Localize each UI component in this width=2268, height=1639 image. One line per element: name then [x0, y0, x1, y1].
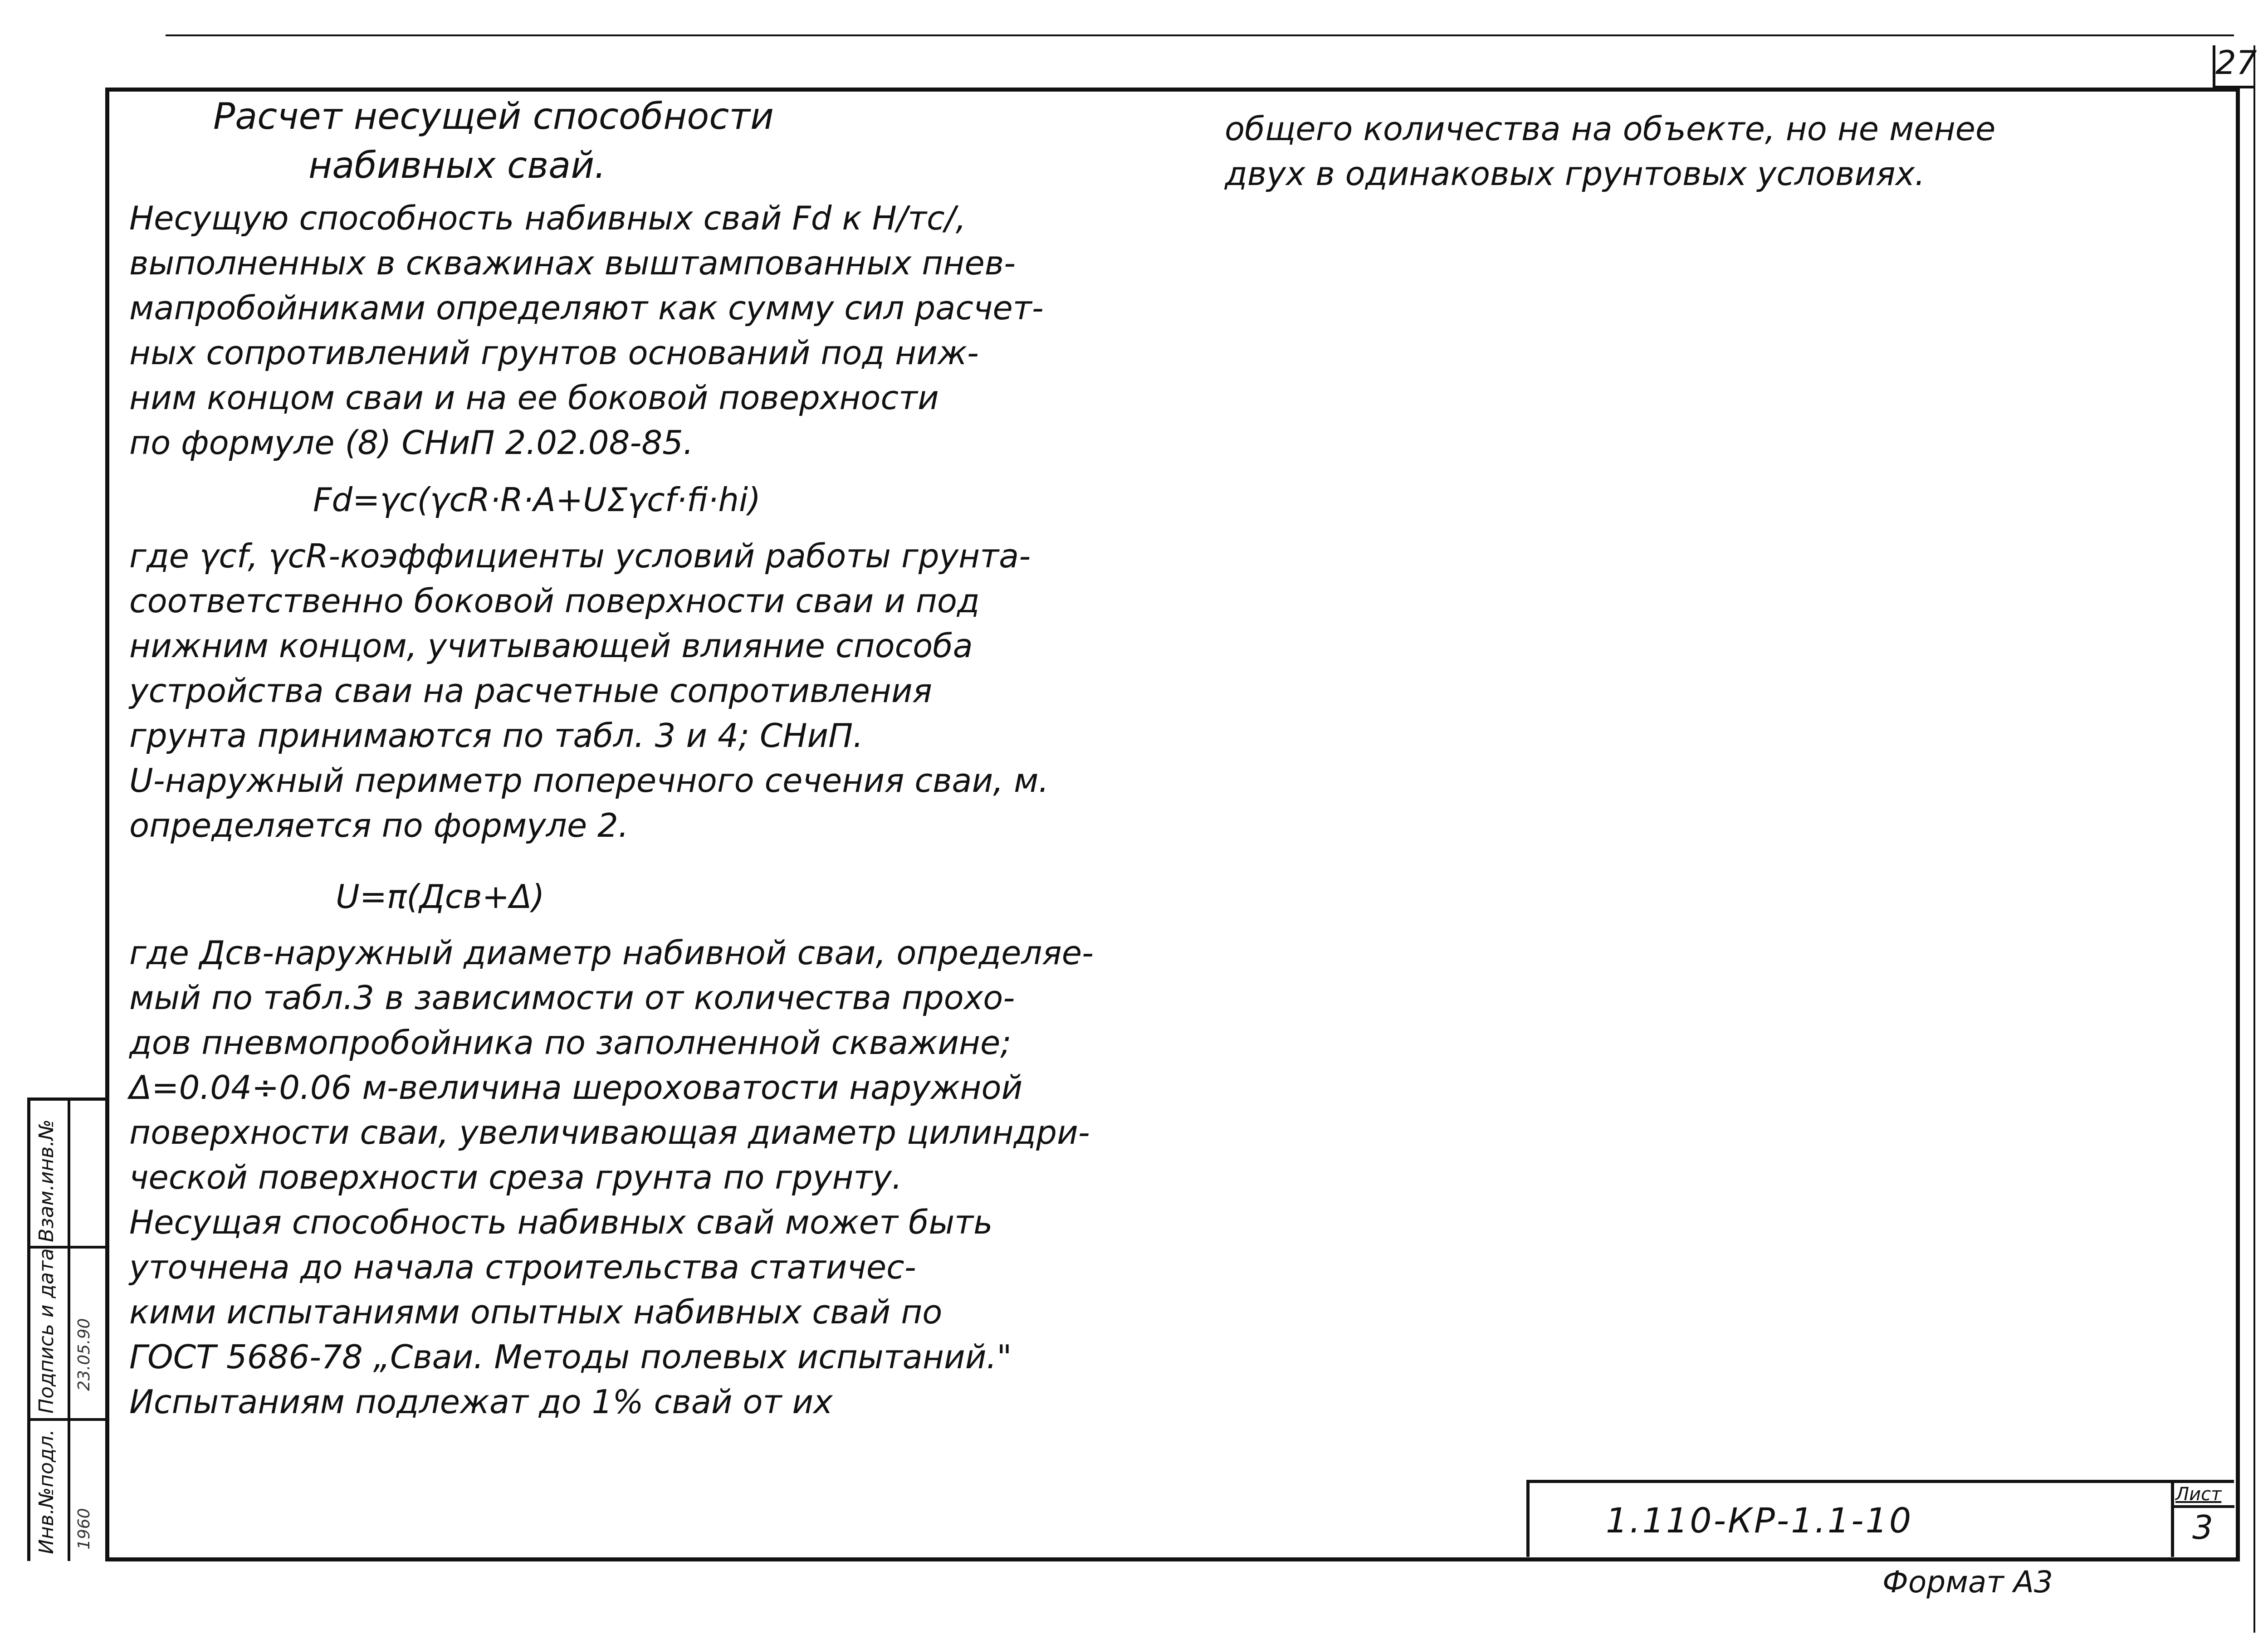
text-line: дов пневмопробойника по заполненной скважине; [129, 1024, 1012, 1062]
sidebar-column-divider [68, 1101, 70, 1561]
sheet-cell-divider [2174, 1505, 2234, 1508]
document-code: 1.110-КР-1.1-10 [1606, 1500, 1913, 1541]
text-line: кими испытаниями опытных набивных свай по [129, 1293, 943, 1331]
paper-format-label: Формат А3 [1882, 1565, 2053, 1600]
paragraph-diameter-and-testing [129, 931, 1094, 1424]
right-trim-line [2253, 45, 2255, 1633]
section-title-line1: Расчет несущей способности [213, 95, 774, 137]
page-number: 27 [2215, 44, 2257, 82]
sidebar-divider [30, 1418, 105, 1421]
text-line: ческой поверхности среза грунта по грунту. [129, 1158, 902, 1196]
text-line: нижним концом, учитывающей влияние способа [129, 627, 973, 665]
text-line: соответственно боковой поверхности сваи и под [129, 582, 980, 620]
text-line: где γcf, γcR-коэффициенты условий работы грунта- [129, 537, 1031, 575]
text-line: U-наружный периметр поперечного сечения сваи, м. [129, 761, 1049, 800]
sidebar-value-inventory: 1960 [75, 1508, 93, 1550]
text-line: поверхности сваи, увеличивающая диаметр цилиндри- [129, 1113, 1090, 1151]
text-line: устройства сваи на расчетные сопротивления [129, 672, 932, 710]
text-line: Испытаниям подлежат до 1% свай от их [129, 1383, 833, 1421]
text-line: Несущую способность набивных свай Fd к Н/тс/, [129, 199, 966, 237]
text-line: грунта принимаются по табл. 3 и 4; СНиП. [129, 717, 864, 755]
text-line: Несущая способность набивных свай может быть [129, 1203, 993, 1241]
paragraph-bearing-capacity [129, 196, 1044, 465]
sidebar-label-inventory: Инв.№подл. [35, 1429, 58, 1554]
top-trim-line [166, 34, 2234, 36]
sheet-label: Лист [2175, 1484, 2222, 1505]
text-line: где Дсв-наружный диаметр набивной сваи, определяе- [129, 934, 1094, 972]
sidebar-value-date: 23.05.90 [75, 1318, 93, 1391]
formula-u: U=π(Дсв+Δ) [336, 878, 545, 916]
section-title-line2: набивных свай. [308, 144, 606, 186]
approval-sidebar [27, 1098, 105, 1561]
text-line: по формуле (8) СНиП 2.02.08-85. [129, 424, 694, 462]
text-line: общего количества на объекте, но не менее [1225, 110, 1996, 148]
text-line: мапробойниками определяют как сумму сил расчет- [129, 289, 1044, 327]
sidebar-label-replacement: Взам.инв.№ [35, 1119, 58, 1242]
text-line: ГОСТ 5686-78 „Сваи. Методы полевых испытаний." [129, 1338, 1012, 1376]
sidebar-label-signature-date: Подпись и дата [35, 1248, 58, 1414]
formula-fd: Fd=γc(γcR·R·A+UΣγcf·fi·hi) [313, 481, 761, 519]
paragraph-coefficients [129, 534, 1049, 848]
sheet-number: 3 [2192, 1508, 2213, 1546]
text-line: определяется по формуле 2. [129, 806, 629, 844]
text-line: Δ=0.04÷0.06 м-величина шероховатости наружной [129, 1068, 1023, 1107]
text-line: ных сопротивлений грунтов оснований под ниж- [129, 334, 979, 372]
right-column-text [1225, 107, 1995, 196]
text-line: двух в одинаковых грунтовых условиях. [1225, 155, 1926, 193]
text-line: ним концом сваи и на ее боковой поверхности [129, 379, 939, 417]
text-line: уточнена до начала строительства статичес- [129, 1248, 916, 1286]
text-line: выполненных в скважинах выштампованных пнев- [129, 244, 1016, 282]
text-line: мый по табл.3 в зависимости от количества прохо- [129, 979, 1015, 1017]
